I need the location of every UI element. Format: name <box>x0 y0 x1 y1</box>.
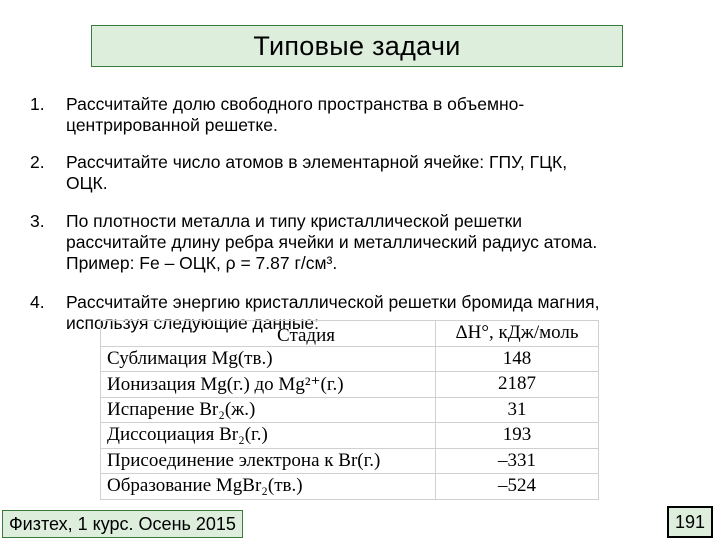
task-number: 3. <box>30 211 45 231</box>
table-row <box>101 474 599 500</box>
course-footer: Физтех, 1 курс. Осень 2015 <box>2 510 243 538</box>
task-line: Рассчитайте долю свободного пространства в объемно- <box>66 94 525 114</box>
table-header-row <box>101 321 599 347</box>
task-number: 1. <box>30 94 45 114</box>
header-stage: Стадия <box>277 325 335 347</box>
value-cell: –524 <box>436 474 599 500</box>
table-row <box>101 448 599 474</box>
stage-cell: Образование MgBr₂(тв.) <box>101 474 436 500</box>
stage-cell: Испарение Br₂(ж.) <box>101 397 436 423</box>
table-row <box>101 423 599 449</box>
header-enthalpy: ΔH°, кДж/моль <box>436 321 599 347</box>
task-line: используя следующие данные: <box>66 313 320 333</box>
task-line: рассчитайте длину ребра ячейки и металлический радиус атома. <box>66 232 598 252</box>
table-row <box>101 346 599 372</box>
value-cell: 193 <box>436 423 599 449</box>
task-line: По плотности металла и типу кристаллической решетки <box>66 211 523 231</box>
table-row <box>101 397 599 423</box>
task-line: Пример: Fe – ОЦК, ρ = 7.87 г/см³. <box>66 253 338 273</box>
slide-title: Типовые задачи <box>91 25 623 67</box>
value-cell: 2187 <box>436 372 599 398</box>
stage-cell: Диссоциация Br₂(г.) <box>101 423 436 449</box>
page-number: 191 <box>667 506 713 538</box>
task-line: центрированной решетке. <box>66 115 278 135</box>
value-cell: 148 <box>436 346 599 372</box>
stage-cell: Сублимация Mg(тв.) <box>101 346 436 372</box>
task-number: 2. <box>30 152 45 172</box>
enthalpy-table <box>100 320 599 500</box>
task-line: ОЦК. <box>66 173 108 193</box>
task-line: Рассчитайте число атомов в элементарной ячейке: ГПУ, ГЦК, <box>66 152 568 172</box>
stage-cell: Ионизация Mg(г.) до Mg²⁺(г.) <box>101 372 436 398</box>
table-row <box>101 372 599 398</box>
task-number: 4. <box>30 292 45 312</box>
stage-cell: Присоединение электрона к Br(г.) <box>101 448 436 474</box>
value-cell: –331 <box>436 448 599 474</box>
task-line: Рассчитайте энергию кристаллической решетки бромида магния, <box>66 292 600 312</box>
value-cell: 31 <box>436 397 599 423</box>
